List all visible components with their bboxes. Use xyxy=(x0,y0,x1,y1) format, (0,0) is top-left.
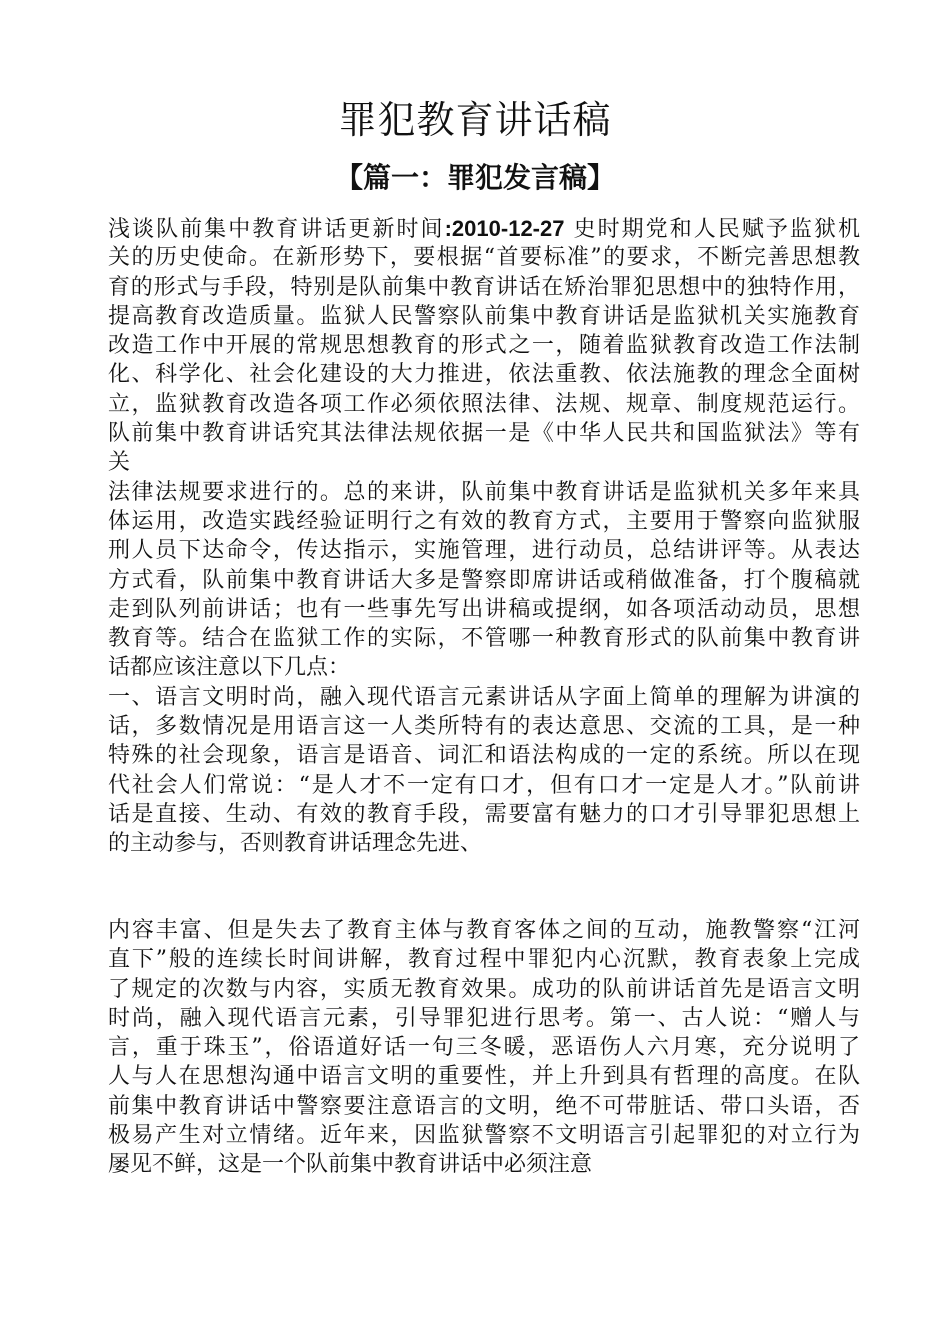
paragraph-line: 体运用，改造实践经验证明行之有效的教育方式，主要用于警察向监狱服 xyxy=(108,508,860,534)
paragraph-line: 教育等。结合在监狱工作的实际，不管哪一种教育形式的队前集中教育讲 xyxy=(108,626,860,652)
paragraph-line: 立，监狱教育改造各项工作必须依照法律、法规、规章、制度规范运行。 xyxy=(108,391,860,417)
paragraph-line xyxy=(108,214,860,243)
paragraph-line: 屡见不鲜，这是一个队前集中教育讲话中必须注意 xyxy=(108,1152,593,1178)
paragraph-line: 关的历史使命。在新形势下，要根据“首要标准”的要求，不断完善思想教 xyxy=(108,245,860,271)
paragraph-line: 提高教育改造质量。监狱人民警察队前集中教育讲话是监狱机关实施教育 xyxy=(108,303,860,329)
paragraph-line: 话都应该注意以下几点： xyxy=(108,655,351,681)
paragraph-2 xyxy=(108,916,860,1180)
paragraph-line: 关 xyxy=(108,450,131,476)
paragraph-line: 代社会人们常说：“是人才不一定有口才，但有口才一定是人才。”队前讲 xyxy=(108,772,860,798)
document-title: 罪犯教育讲话稿 xyxy=(338,98,612,142)
update-date: :2010-12-27 xyxy=(444,216,565,241)
paragraph-line: 队前集中教育讲话究其法律法规依据一是《中华人民共和国监狱法》等有 xyxy=(108,421,860,447)
paragraph-line: 特殊的社会现象，语言是语音、词汇和语法构成的一定的系统。所以在现 xyxy=(108,743,860,769)
paragraph-line: 极易产生对立情绪。近年来，因监狱警察不文明语言引起罪犯的对立行为 xyxy=(108,1123,860,1149)
paragraph-line: 话是直接、生动、有效的教育手段，需要富有魅力的口才引导罪犯思想上 xyxy=(108,801,860,827)
paragraph-line: 前集中教育讲话中警察要注意语言的文明，绝不可带脏话、带口头语，否 xyxy=(108,1093,860,1119)
paragraph-line: 法律法规要求进行的。总的来讲，队前集中教育讲话是监狱机关多年来具 xyxy=(108,479,860,505)
paragraph-line: 育的形式与手段，特别是队前集中教育讲话在矫治罪犯思想中的独特作用， xyxy=(108,274,860,300)
paragraph-1 xyxy=(108,214,860,859)
paragraph-line: 了规定的次数与内容，实质无教育效果。成功的队前讲话首先是语言文明 xyxy=(108,976,860,1002)
paragraph-line: 时尚，融入现代语言元素，引导罪犯进行思考。第一、古人说：“赠人与 xyxy=(108,1005,860,1031)
paragraph-line: 方式看，队前集中教育讲话大多是警察即席讲话或稍做准备，打个腹稿就 xyxy=(108,567,860,593)
paragraph-line: 人与人在思想沟通中语言文明的重要性，并上升到具有哲理的高度。在队 xyxy=(108,1064,860,1090)
paragraph-line: 内容丰富、但是失去了教育主体与教育客体之间的互动，施教警察“江河 xyxy=(108,918,860,943)
document-subtitle: 【篇一：罪犯发言稿】 xyxy=(334,161,615,194)
paragraph-line: 化、科学化、社会化建设的大力推进，依法重教、依法施教的理念全面树 xyxy=(108,362,860,388)
paragraph-line: 刑人员下达命令，传达指示，实施管理，进行动员，总结讲评等。从表达 xyxy=(108,538,860,564)
paragraph-line: 一、语言文明时尚，融入现代语言元素讲话从字面上简单的理解为讲演的 xyxy=(108,684,860,710)
paragraph-line: 走到队列前讲话；也有一些事先写出讲稿或提纲，如各项活动动员，思想 xyxy=(108,596,860,622)
paragraph-line: 话，多数情况是用语言这一人类所特有的表达意思、交流的工具，是一种 xyxy=(108,714,860,740)
paragraph-line: 直下”般的连续长时间讲解，教育过程中罪犯内心沉默，教育表象上完成 xyxy=(108,947,860,973)
paragraph-line: 的主动参与，否则教育讲话理念先进、 xyxy=(108,831,483,857)
text-run: 史时期党和人民赋予监狱机 xyxy=(564,217,860,242)
paragraph-line: 言，重于珠玉”，俗语道好话一句三冬暖，恶语伤人六月寒，充分说明了 xyxy=(108,1035,860,1061)
text-run: 浅谈队前集中教育讲话更新时间 xyxy=(108,217,445,242)
paragraph-line: 改造工作中开展的常规思想教育的形式之一，随着监狱教育改造工作法制 xyxy=(108,333,860,359)
